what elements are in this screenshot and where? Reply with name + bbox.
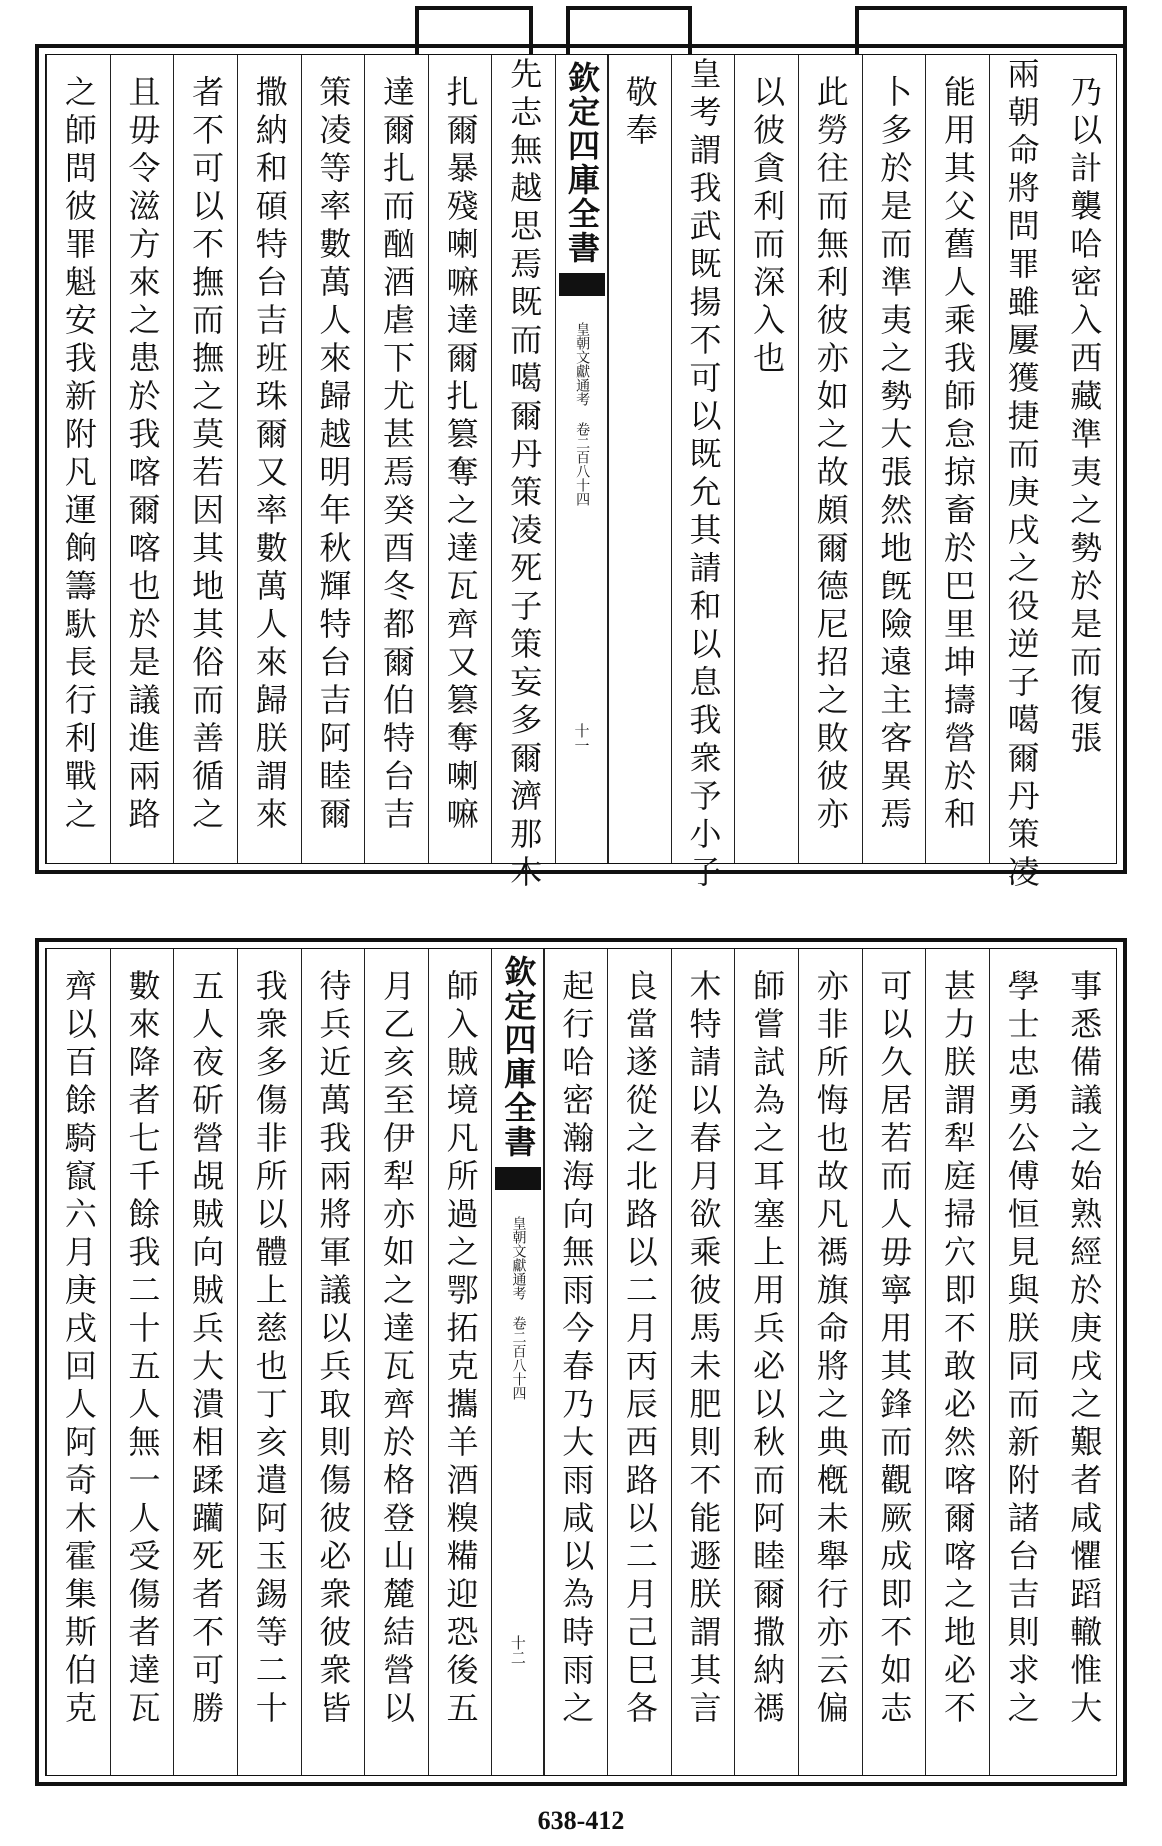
text-column <box>301 949 366 1775</box>
column-text: 待兵近萬我兩將軍議以兵取則傷彼必衆彼衆皆 <box>314 969 353 1729</box>
spine-subtitle: 皇朝文獻通考 卷二百八十四 <box>574 322 591 506</box>
column-text: 策凌等率數萬人來歸越明年秋輝特台吉阿睦爾 <box>314 75 353 835</box>
page-spine <box>491 949 545 1775</box>
text-column <box>734 949 799 1775</box>
text-column <box>364 949 429 1775</box>
text-column <box>607 949 672 1775</box>
page-spine <box>555 55 609 863</box>
column-text: 可以久居若而人毋寧用其鋒而觀厥成即不如志 <box>875 969 914 1729</box>
text-column <box>237 949 302 1775</box>
text-column <box>543 949 608 1775</box>
column-text: 達爾扎而酗酒虐下尤甚焉癸酉冬都爾伯特台吉 <box>377 75 416 835</box>
column-text: 數來降者七千餘我二十五人無一人受傷者達瓦 <box>123 969 162 1729</box>
column-text: 木特請以春月欲乘彼馬未肥則不能遯朕謂其言 <box>684 969 723 1729</box>
spine-title: 欽定四庫全書 <box>563 61 601 265</box>
text-column <box>428 55 493 863</box>
text-column <box>110 55 175 863</box>
text-column <box>862 949 927 1775</box>
column-text: 甚力朕謂犁庭掃穴即不敢必然喀爾喀之地必不 <box>938 969 977 1729</box>
text-column <box>925 55 990 863</box>
text-column <box>491 55 556 893</box>
text-column <box>607 55 672 863</box>
text-column <box>798 949 863 1775</box>
column-text: 卜多於是而準夷之勢大張然地旣險遠主客異焉 <box>875 75 914 835</box>
column-text: 亦非所悔也故凡禡旗命將之典槪未舉行亦云偏 <box>811 969 850 1729</box>
column-text: 扎爾暴殘喇嘛達爾扎篡奪之達瓦齊又篡奪喇嘛 <box>441 75 480 835</box>
page2-frame <box>35 938 1127 1786</box>
column-text: 撒納和碩特台吉班珠爾又率數萬人來歸朕謂來 <box>250 75 289 835</box>
text-column <box>428 949 493 1775</box>
spine-page-number: 十二 <box>508 1635 527 1665</box>
text-column <box>734 55 799 863</box>
text-column <box>671 949 736 1775</box>
column-text: 學士忠勇公傅恒見與朕同而新附諸台吉則求之 <box>1002 969 1041 1729</box>
text-column <box>301 55 366 863</box>
text-column <box>989 55 1054 893</box>
column-text: 之師問彼罪魁安我新附凡運餉籌馱長行利戰之 <box>59 75 98 835</box>
text-column <box>671 55 736 893</box>
text-column <box>46 949 111 1775</box>
text-column <box>46 55 111 863</box>
column-text: 先志無越思焉既而噶爾丹策凌死子策妄多爾濟那木 <box>505 57 544 893</box>
text-column <box>862 55 927 863</box>
spine-subtitle: 皇朝文獻通考 卷二百八十四 <box>510 1216 527 1400</box>
column-text: 良當遂從之北路以二月丙辰西路以二月己巳各 <box>620 969 659 1729</box>
column-text: 能用其父舊人乘我師怠掠畜於巴里坤擣營於和 <box>938 75 977 835</box>
text-column <box>1052 949 1116 1775</box>
page-footer-number: 638-412 <box>537 1806 625 1835</box>
column-text: 皇考謂我武既揚不可以既允其請和以息我衆予小子 <box>684 57 723 893</box>
column-text: 起行哈密瀚海向無雨今春乃大雨咸以為時雨之 <box>557 969 596 1729</box>
column-text: 我衆多傷非所以體上慈也丁亥遣阿玉錫等二十 <box>250 969 289 1729</box>
column-text: 月乙亥至伊犁亦如之達瓦齊於格登山麓結營以 <box>377 969 416 1729</box>
column-text: 且毋令滋方來之患於我喀爾喀也於是議進兩路 <box>123 75 162 835</box>
spine-title: 欽定四庫全書 <box>499 955 538 1159</box>
text-column <box>798 55 863 863</box>
column-text: 師入賊境凡所過之鄂拓克攜羊酒糗糒迎恐後五 <box>441 969 480 1729</box>
text-column <box>173 949 238 1775</box>
column-text: 敬奉 <box>620 75 659 151</box>
column-text: 此勞往而無利彼亦如之故頗爾德尼招之敗彼亦 <box>811 75 850 835</box>
text-column <box>110 949 175 1775</box>
column-text: 齊以百餘騎竄六月庚戌回人阿奇木霍集斯伯克 <box>59 969 98 1729</box>
page1-frame <box>35 44 1127 893</box>
column-text: 以彼貪利而深入也 <box>748 75 787 379</box>
column-text: 五人夜斫營覘賊向賊兵大潰相蹂躪死者不可勝 <box>187 969 226 1729</box>
column-text: 乃以計襲哈密入西藏準夷之勢於是而復張 <box>1065 75 1104 759</box>
column-text: 事悉備議之始熟經於庚戌之艱者咸懼蹈轍惟大 <box>1065 969 1104 1729</box>
spine-page-number: 十一 <box>572 723 591 753</box>
text-column <box>1052 55 1116 863</box>
column-text: 兩朝命將問罪雖屢獲捷而庚戌之役逆子噶爾丹策凌 <box>1002 57 1041 893</box>
text-column <box>925 949 990 1775</box>
column-text: 者不可以不撫而撫之莫若因其地其俗而善循之 <box>187 75 226 835</box>
fishtail-mark-icon <box>495 1167 541 1190</box>
text-column <box>237 55 302 863</box>
text-column <box>364 55 429 863</box>
page1-text-area <box>45 54 1117 893</box>
column-text: 師嘗試為之耳塞上用兵必以秋而阿睦爾撒納禡 <box>748 969 787 1729</box>
text-column <box>173 55 238 863</box>
page2-text-area <box>45 948 1117 1776</box>
text-column <box>989 949 1054 1775</box>
fishtail-mark-icon <box>559 273 605 296</box>
